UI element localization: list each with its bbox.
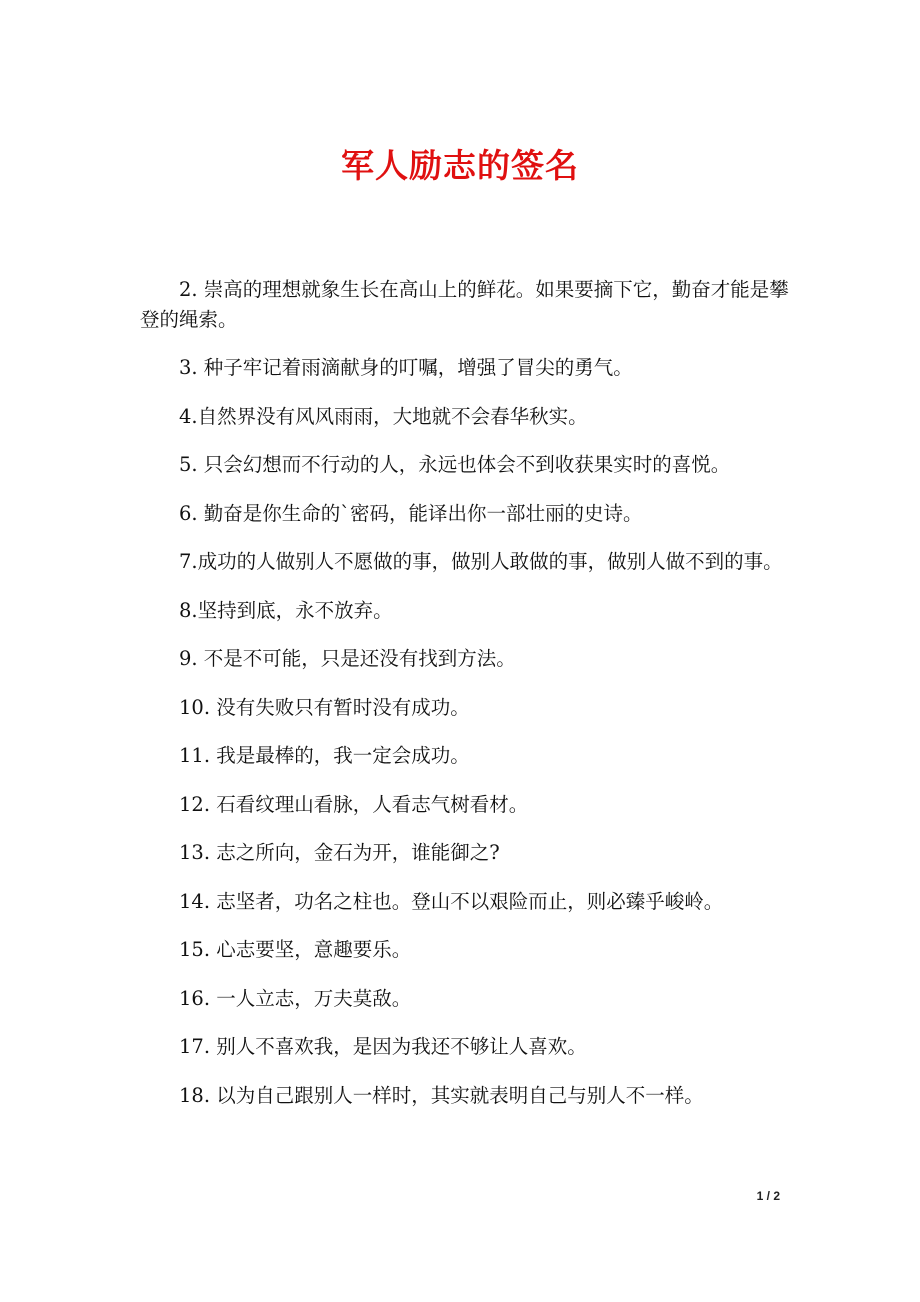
paragraph: 4.自然界没有风风雨雨，大地就不会春华秋实。: [179, 404, 588, 428]
paragraph: 9. 不是不可能，只是还没有找到方法。: [179, 647, 516, 670]
paragraph: 7.成功的人做别人不愿做的事，做别人敢做的事，做别人做不到的事。: [179, 550, 783, 573]
paragraph: 10. 没有失败只有暂时没有成功。: [179, 695, 470, 719]
paragraph: 2. 崇高的理想就象生长在高山上的鲜花。如果要摘下它，勤奋才能是攀登的绳索。: [140, 278, 789, 331]
document-title: 军人励志的签名: [341, 146, 579, 185]
paragraph: 3. 种子牢记着雨滴献身的叮嘱，增强了冒尖的勇气。: [179, 356, 633, 379]
paragraph: 13. 志之所向，金石为开，谁能御之?: [179, 841, 500, 864]
paragraph: 12. 石看纹理山看脉，人看志气树看材。: [179, 792, 529, 816]
paragraph: 16. 一人立志，万夫莫敌。: [179, 986, 412, 1010]
paragraph: 6. 勤奋是你生命的`密码，能译出你一部壮丽的史诗。: [179, 501, 643, 525]
paragraph: 5. 只会幻想而不行动的人，永远也体会不到收获果实时的喜悦。: [179, 453, 731, 476]
paragraph: 8.坚持到底，永不放弃。: [179, 598, 393, 622]
document-body: [140, 275, 800, 1129]
paragraph: 15. 心志要坚，意趣要乐。: [179, 938, 412, 961]
paragraph: 18. 以为自己跟别人一样时，其实就表明自己与别人不一样。: [179, 1083, 704, 1107]
page-number: 1 / 2: [756, 1189, 780, 1203]
paragraph: 17. 别人不喜欢我，是因为我还不够让人喜欢。: [179, 1035, 587, 1058]
paragraph: 14. 志坚者，功名之柱也。登山不以艰险而止，则必臻乎峻岭。: [179, 889, 724, 913]
paragraph: 11. 我是最棒的，我一定会成功。: [179, 744, 470, 767]
